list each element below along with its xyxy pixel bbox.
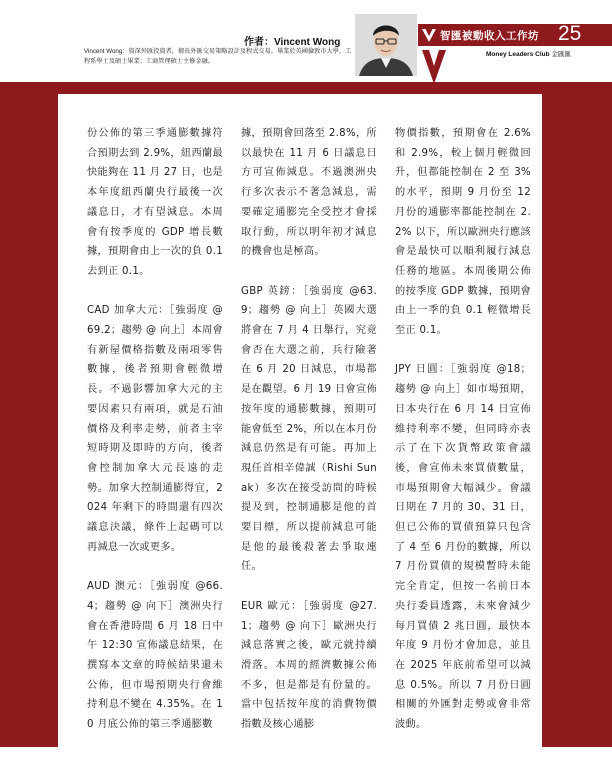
paragraph: 據，預期會回落至 2.8%，所以最快在 11 月 6 日議息日方可宣佈減息。不過澳洲央行多次表示不著急減息，需要確定通膨完全受控才會採取行動，所以明年初才減息的機會也是極高。 [241, 128, 377, 258]
page-number: 25 [558, 22, 582, 45]
paragraph: 物價指數，預期會在 2.6% 和 2.9%，較上個月輕微回升，但都能控制在 2 至 3% 的水平，預期 9 月份至 12 月份的通膨率都能控制在 2.2% 以下，所以歐洲央行應該會是最快可以順利履行減息任務的地區。本周後期公佈的按季度 GDP 數據，預期會由上一季的負 0.1 輕微增長至正 0.1。 [395, 128, 531, 337]
article-column-3 [395, 124, 531, 754]
v-logo-icon [420, 26, 438, 44]
brand-title: 智匯被動收入工作坊 [440, 30, 539, 42]
brand-subtitle [486, 49, 571, 58]
paragraph: CAD 加拿大元：［強弱度 @69.2；趨勢 @ 向上］本周會有新屋價格指數及兩項零售數據，後者預期會輕微增長。不過影響加拿大元的主要因素只有兩項，就是石油價格及利率走勢，前者主宰短時期及即時的方向，後者會控制加拿大元長遠的走勢。加拿大控制通膨得宜，2024 年剩下的時間還有四次議息決議，條件上起碼可以再減息一次或更多。 [87, 305, 223, 553]
brand-sub-name: Money Leaders Club [486, 51, 550, 58]
author-title: 作者：Vincent Wong [244, 37, 341, 48]
brand-sub-small: 金匯匯 [551, 51, 571, 58]
article-body [58, 94, 542, 754]
v-mark-icon [422, 50, 446, 84]
paragraph: EUR 歐元：［強弱度 @27.1；趨勢 @ 向下］歐洲央行減息落實之後，歐元就持續滑落。本周的經濟數據公佈不多，但是都是有份量的。當中包括按年度的消費物價指數及核心通膨 [241, 600, 377, 731]
article-column-1 [87, 124, 223, 754]
paragraph: JPY 日圓：［強弱度 @18；趨勢 @ 向上］如市場預期，日本央行在 6 月 14 日宣佈維持利率不變，但同時亦表示了在下次貨幣政策會議後，會宣佈未來買債數量，市場預期會大幅減少。會議日期在 7 月的 30、31 日，但已公佈的買債預算只包含了 4 至 6 月份的數據，所以 7 月份買債的規模暫時未能完全肯定，但按一名前日本央行委員透露，未來會減少每月買債 2 兆日圓，最快本年度 9 月份才會加息，並且在 2025 年底前希望可以減息 0.5%。所以 7 月份日圓相關的外匯對走勢或會非常波動。 [395, 364, 531, 731]
author-bio: Vincent Wong：資深外匯投資者，擅長外匯交易策略設計及程式交易。畢業於英國倫敦市大學，工程系學士及碩士畢業；工商管理碩士主修金融。 [84, 48, 352, 65]
paragraph: GBP 英鎊：［強弱度 @63.9；趨勢 @ 向上］英國大選將會在 7 月 4 日舉行，究竟會否在大選之前，兵行險著在 6 月 20 日減息，市場都是在觀望。6 月 19 日會宣佈按年度的通膨數據，預期可能會低至 2%，所以在本月份減息仍然是有可能。再加上現任首相辛偉誠（Rishi Sunak）多次在接受訪問的時候提及到，控制通膨是他的首要目標，所以提前減息可能是他的最後殺著去爭取連任。 [241, 285, 377, 573]
paragraph: 份公佈的第三季通膨數據符合預期去到 2.9%，紐西蘭最快能夠在 11 月 27 日，也是本年度紐西蘭央行最後一次議息日，才有望減息。本周會有按季度的 GDP 增長數據，預期會由上一次的負 0.1 去到正 0.1。 [87, 128, 224, 277]
article-column-2 [241, 124, 377, 754]
paragraph: AUD 澳元：［強弱度 @66.4；趨勢 @ 向下］澳洲央行會在香港時間 6 月 18 日中午 12:30 宣佈議息結果，在撰寫本文章的時候結果還未公佈，但市場預期央行會維持利息不變在 4.35%。在 10 月底公佈的第三季通膨數 [87, 581, 223, 731]
page-header [0, 0, 612, 82]
brand-bar [418, 24, 612, 46]
author-portrait [355, 14, 417, 76]
